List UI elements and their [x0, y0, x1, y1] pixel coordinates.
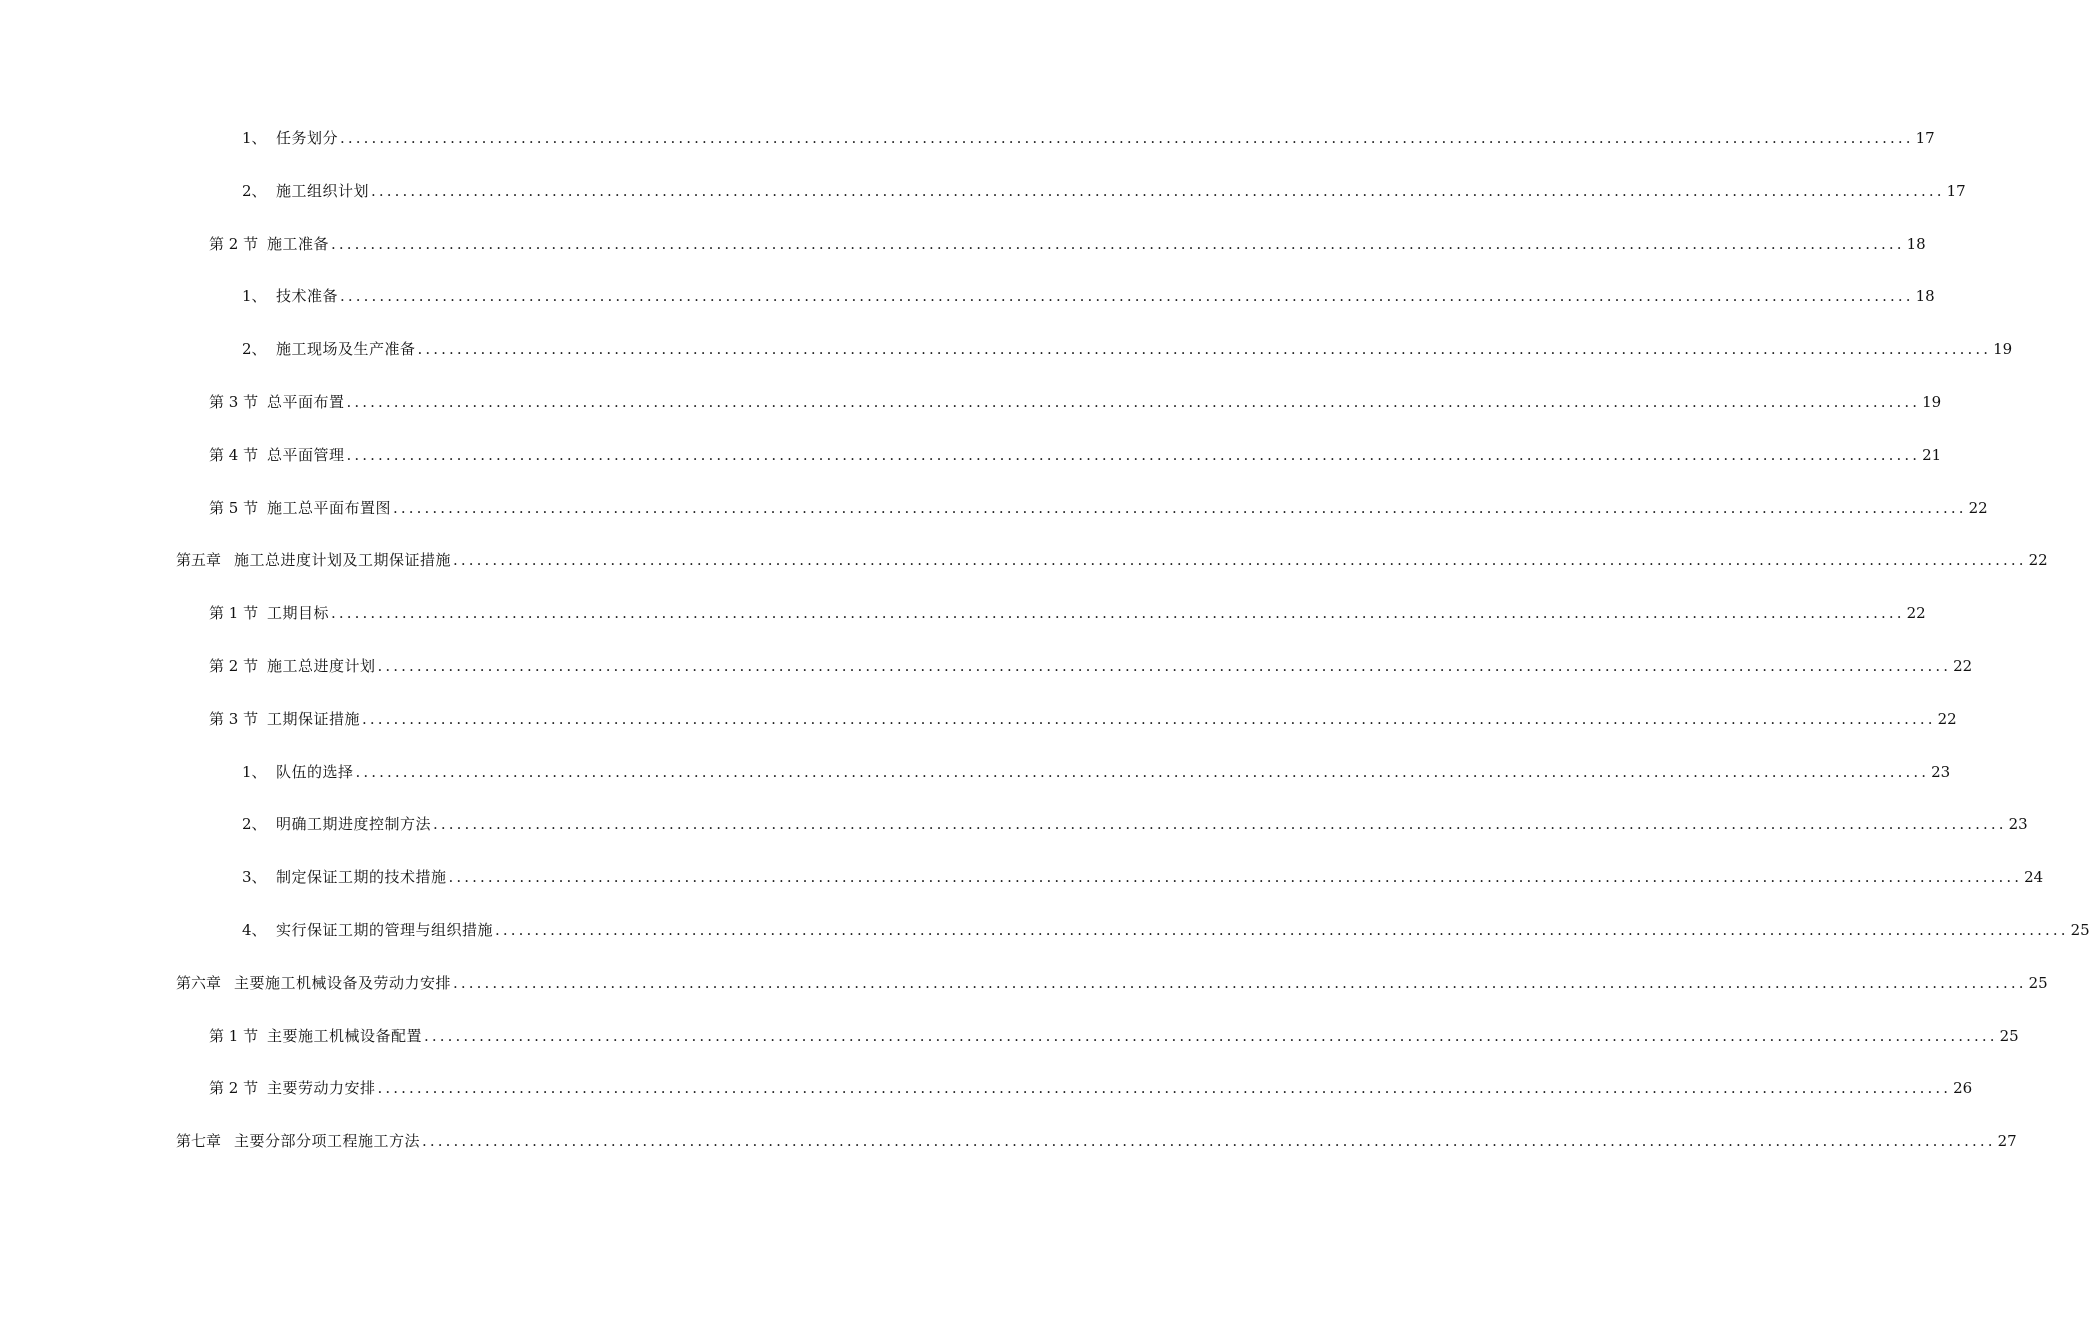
toc-entry-title: 工期保证措施: [267, 710, 361, 728]
toc-entry-number: 第 3 节: [209, 710, 259, 728]
toc-entry[interactable]: [242, 126, 1935, 150]
dot-leader: ........................................................................................................................................................................................................: [355, 763, 1930, 781]
toc-entry-title: 明确工期进度控制方法: [276, 815, 432, 833]
toc-entry-page-number: 25: [2028, 974, 2048, 992]
toc-entry-number: 第六章: [176, 974, 222, 992]
toc-entry-number: 第七章: [176, 1132, 222, 1150]
toc-entry-page-number: 18: [1906, 235, 1926, 253]
toc-entry[interactable]: [242, 865, 2044, 889]
toc-entry[interactable]: [176, 971, 2048, 995]
dot-leader: ........................................................................................................................................................................................................: [495, 921, 2069, 939]
toc-entry-number: 第 3 节: [209, 393, 259, 411]
toc-entry[interactable]: [242, 812, 2028, 836]
toc-entry-page-number: 22: [1906, 604, 1926, 622]
toc-entry[interactable]: [209, 707, 1957, 731]
toc-entry-number: 第 2 节: [209, 235, 259, 253]
dot-leader: ........................................................................................................................................................................................................: [424, 1027, 1998, 1045]
toc-entry-number: 2、: [242, 182, 267, 200]
toc-entry[interactable]: [176, 548, 2048, 572]
toc-entry-title: 总平面布置: [267, 393, 345, 411]
dot-leader: ........................................................................................................................................................................................................: [340, 287, 1914, 305]
toc-entry-title: 实行保证工期的管理与组织措施: [276, 921, 494, 939]
dot-leader: ........................................................................................................................................................................................................: [377, 657, 1952, 675]
dot-leader: ........................................................................................................................................................................................................: [377, 1079, 1952, 1097]
dot-leader: ........................................................................................................................................................................................................: [417, 340, 1992, 358]
dot-leader: ........................................................................................................................................................................................................: [362, 710, 1936, 728]
toc-entry-title: 施工现场及生产准备: [276, 340, 416, 358]
toc-entry-page-number: 23: [2008, 815, 2028, 833]
dot-leader: ........................................................................................................................................................................................................: [331, 604, 1905, 622]
toc-entry-page-number: 27: [1997, 1132, 2017, 1150]
toc-entry-title: 主要劳动力安排: [267, 1079, 376, 1097]
dot-leader: ........................................................................................................................................................................................................: [453, 974, 2027, 992]
toc-entry-page-number: 18: [1915, 287, 1935, 305]
toc-entry-page-number: 19: [1922, 393, 1942, 411]
toc-entry-title: 主要分部分项工程施工方法: [234, 1132, 421, 1150]
dot-leader: ........................................................................................................................................................................................................: [433, 815, 2007, 833]
toc-entry-number: 1、: [242, 287, 267, 305]
toc-entry-number: 第 2 节: [209, 1079, 259, 1097]
toc-entry-title: 工期目标: [267, 604, 330, 622]
dot-leader: ........................................................................................................................................................................................................: [346, 393, 1921, 411]
toc-entry-title: 主要施工机械设备配置: [267, 1027, 423, 1045]
dot-leader: ........................................................................................................................................................................................................: [340, 129, 1914, 147]
toc-entry[interactable]: [209, 390, 1942, 414]
toc-entry-number: 4、: [242, 921, 267, 939]
toc-entry-number: 第 5 节: [209, 499, 259, 517]
toc-entry-title: 施工组织计划: [276, 182, 370, 200]
toc-entry[interactable]: [242, 918, 2090, 942]
toc-entry-title: 主要施工机械设备及劳动力安排: [234, 974, 452, 992]
toc-entry-page-number: 17: [1946, 182, 1966, 200]
toc-entry-title: 技术准备: [276, 287, 339, 305]
dot-leader: ........................................................................................................................................................................................................: [346, 446, 1921, 464]
toc-entry[interactable]: [209, 496, 1988, 520]
toc-entry-page-number: 22: [1937, 710, 1957, 728]
toc-entry[interactable]: [209, 232, 1926, 256]
toc-entry-title: 制定保证工期的技术措施: [276, 868, 447, 886]
toc-entry-page-number: 24: [2024, 868, 2044, 886]
toc-entry[interactable]: [242, 179, 1966, 203]
dot-leader: ........................................................................................................................................................................................................: [331, 235, 1905, 253]
dot-leader: ........................................................................................................................................................................................................: [453, 551, 2027, 569]
toc-entry-page-number: 19: [1993, 340, 2013, 358]
toc-entry[interactable]: [209, 443, 1942, 467]
toc-entry-title: 施工总进度计划: [267, 657, 376, 675]
toc-entry-title: 队伍的选择: [276, 763, 354, 781]
toc-entry-page-number: 22: [2028, 551, 2048, 569]
dot-leader: ........................................................................................................................................................................................................: [422, 1132, 1996, 1150]
toc-entry-number: 第五章: [176, 551, 222, 569]
toc-entry-page-number: 26: [1953, 1079, 1973, 1097]
toc-entry[interactable]: [209, 1076, 1973, 1100]
toc-entry[interactable]: [242, 284, 1935, 308]
toc-entry-page-number: 17: [1915, 129, 1935, 147]
toc-entry-title: 任务划分: [276, 129, 339, 147]
toc-entry-page-number: 25: [2070, 921, 2090, 939]
toc-entry[interactable]: [242, 760, 1951, 784]
dot-leader: ........................................................................................................................................................................................................: [371, 182, 1945, 200]
toc-entry[interactable]: [242, 337, 2013, 361]
toc-entry-number: 3、: [242, 868, 267, 886]
toc-entry-page-number: 21: [1922, 446, 1942, 464]
toc-entry[interactable]: [209, 654, 1973, 678]
toc-entry-number: 第 1 节: [209, 1027, 259, 1045]
toc-entry-page-number: 22: [1953, 657, 1973, 675]
toc-entry[interactable]: [176, 1129, 2017, 1153]
toc-entry-number: 1、: [242, 129, 267, 147]
toc-entry-title: 施工准备: [267, 235, 330, 253]
toc-entry-page-number: 25: [1999, 1027, 2019, 1045]
toc-entry-page-number: 22: [1968, 499, 1988, 517]
dot-leader: ........................................................................................................................................................................................................: [448, 868, 2023, 886]
dot-leader: ........................................................................................................................................................................................................: [393, 499, 1967, 517]
toc-entry-number: 2、: [242, 815, 267, 833]
toc-entry[interactable]: [209, 601, 1926, 625]
toc-entry-title: 施工总平面布置图: [267, 499, 392, 517]
toc-entry-title: 施工总进度计划及工期保证措施: [234, 551, 452, 569]
toc-entry-number: 第 4 节: [209, 446, 259, 464]
toc-entry-title: 总平面管理: [267, 446, 345, 464]
toc-entry-number: 第 2 节: [209, 657, 259, 675]
toc-entry[interactable]: [209, 1024, 2019, 1048]
toc-entry-number: 1、: [242, 763, 267, 781]
toc-entry-number: 2、: [242, 340, 267, 358]
toc-entry-page-number: 23: [1931, 763, 1951, 781]
toc-entry-number: 第 1 节: [209, 604, 259, 622]
